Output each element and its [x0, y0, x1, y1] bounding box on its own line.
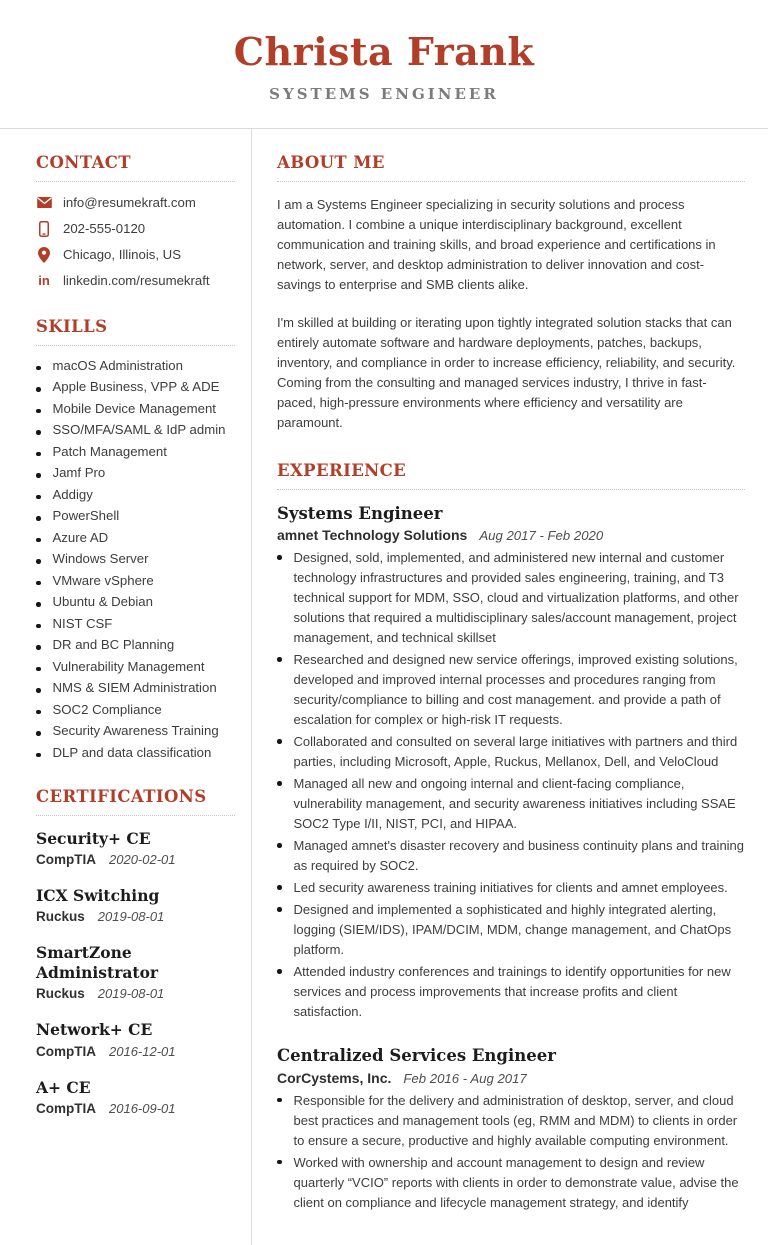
skill-item [36, 595, 235, 608]
contact-linkedin[interactable]: linkedin.com/resumekraft [63, 273, 210, 289]
skill-item [36, 402, 235, 415]
job-meta [277, 1070, 745, 1086]
skill-item [36, 552, 235, 565]
job-bullet-text: Collaborated and consulted on several large initiatives with partners and third parties, including Microsoft, Apple, Ruckus, Mellanox, Dell, and VeloCloud [293, 734, 738, 770]
skill-label: VMware vSphere [52, 572, 154, 588]
contact-email[interactable]: info@resumekraft.com [63, 195, 196, 211]
bullet-icon [36, 495, 41, 500]
skill-item [36, 423, 235, 436]
contact-linkedin-row [36, 273, 235, 289]
certifications-section [36, 787, 235, 1116]
resume-header [0, 0, 768, 103]
job-bullet-text: Managed all new and ongoing internal and client-facing compliance, vulnerability management, and security awareness initiatives including SSAE SOC2 Type I/II, NIST, PCI, and HIPAA. [293, 776, 736, 832]
certification-item [36, 1078, 235, 1116]
certification-meta [36, 986, 235, 1001]
job-company: amnet Technology Solutions [277, 527, 468, 544]
job-title: Centralized Services Engineer [277, 1046, 556, 1066]
skill-label: SSO/MFA/SAML & IdP admin [52, 422, 226, 438]
certification-item [36, 943, 235, 1001]
skill-label: DR and BC Planning [52, 637, 175, 653]
contact-email-row [36, 195, 235, 211]
certification-issuer: CompTIA [36, 1043, 96, 1059]
skill-item [36, 574, 235, 587]
bullet-icon [36, 710, 41, 715]
bullet-icon [277, 969, 282, 974]
contact-phone-row [36, 221, 235, 237]
certification-meta [36, 1101, 235, 1116]
certification-meta [36, 852, 235, 867]
certification-issuer: CompTIA [36, 1100, 96, 1116]
contact-phone: 202-555-0120 [63, 221, 146, 237]
skill-label: Security Awareness Training [52, 723, 219, 739]
certification-name: ICX Switching [36, 886, 160, 906]
bullet-icon [36, 473, 41, 478]
job-bullet-text: Attended industry conferences and trainings to identify opportunities for new services and process improvements that increase profits and client satisfaction. [293, 964, 731, 1020]
linkedin-icon: in [38, 273, 50, 289]
certification-name: Security+ CE [36, 828, 151, 848]
skill-item [36, 617, 235, 630]
experience-section [277, 461, 745, 1213]
certification-date: 2019-08-01 [97, 909, 165, 925]
job-bullet [277, 836, 745, 876]
job-bullet-text: Designed and implemented a sophisticated and highly integrated alerting, logging (SIEM/IDS), IPAM/DCIM, MDM, change management, and ChatOps platform. [293, 902, 732, 958]
certification-date: 2020-02-01 [109, 852, 176, 868]
certification-item [36, 886, 235, 924]
bullet-icon [36, 366, 41, 371]
phone-icon [36, 221, 52, 237]
skill-item [36, 359, 235, 372]
about-section [277, 153, 745, 433]
skill-item [36, 746, 235, 759]
skill-item [36, 703, 235, 716]
certification-item [36, 1020, 235, 1058]
job-bullet-list [277, 1091, 745, 1213]
certification-date: 2019-08-01 [97, 986, 165, 1002]
bullet-icon [36, 731, 41, 736]
skill-label: Vulnerability Management [52, 658, 205, 674]
bullet-icon [277, 555, 282, 560]
job-bullet [277, 650, 745, 730]
skill-label: macOS Administration [52, 357, 183, 373]
skills-heading: SKILLS [36, 317, 235, 346]
skill-item [36, 488, 235, 501]
bullet-icon [36, 667, 41, 672]
skills-section [36, 317, 235, 759]
skill-item [36, 380, 235, 393]
skill-label: Mobile Device Management [52, 400, 216, 416]
job-bullet [277, 548, 745, 648]
skill-item [36, 660, 235, 673]
skill-label: SOC2 Compliance [52, 701, 162, 717]
job-bullet-list [277, 548, 745, 1022]
bullet-icon [277, 843, 282, 848]
skill-label: PowerShell [52, 508, 120, 524]
job-company: CorCystems, Inc. [277, 1069, 392, 1086]
job-bullet-text: Designed, sold, implemented, and administered new internal and customer technology infrastructures and provided sales engineering, training, and T3 technical support for MDM, SSO, cloud and virtualization platforms, and other solutions that required a multidisciplinary sales/account management, project management, and technical skillset [293, 550, 739, 646]
job-bullet [277, 962, 745, 1022]
skill-item [36, 724, 235, 737]
skill-label: DLP and data classification [52, 744, 212, 760]
contact-section [36, 153, 235, 289]
about-heading: ABOUT ME [277, 153, 745, 182]
contact-heading: CONTACT [36, 153, 235, 182]
bullet-icon [36, 753, 41, 758]
certification-issuer: Ruckus [36, 909, 85, 925]
resume-body [0, 129, 768, 1245]
skills-list [36, 359, 235, 759]
skill-label: Addigy [52, 486, 93, 502]
right-column [252, 129, 768, 1245]
job-bullet [277, 1091, 745, 1151]
certification-date: 2016-12-01 [109, 1043, 176, 1059]
job-bullet-text: Worked with ownership and account management to design and review quarterly “VCIO” reports with clients in order to demonstrate value, advise the client on compliance and lifecycle management strategy, and identify [293, 1154, 739, 1210]
job-bullet-text: Led security awareness training initiatives for clients and amnet employees. [293, 880, 728, 896]
contact-location-row [36, 247, 235, 263]
bullet-icon [36, 559, 41, 564]
bullet-icon [277, 657, 282, 662]
job-bullet-text: Researched and designed new service offerings, improved existing solutions, developed and improved internal processes and procedures ranging from security/compliance to billing and cost management. and provide a path of escalation for complex or high-risk IT requests. [293, 652, 738, 728]
bullet-icon [36, 516, 41, 521]
skill-label: NMS & SIEM Administration [52, 680, 217, 696]
bullet-icon [277, 885, 282, 890]
bullet-icon [36, 430, 41, 435]
bullet-icon [36, 538, 41, 543]
skill-item [36, 638, 235, 651]
bullet-icon [277, 781, 282, 786]
skill-item [36, 681, 235, 694]
skill-label: Apple Business, VPP & ADE [52, 379, 220, 395]
certification-issuer: CompTIA [36, 852, 96, 868]
bullet-icon [36, 688, 41, 693]
certification-meta [36, 1044, 235, 1059]
person-name: Christa Frank [233, 29, 535, 74]
bullet-icon [36, 581, 41, 586]
job-dates: Feb 2016 - Aug 2017 [403, 1070, 527, 1086]
skill-label: Azure AD [52, 529, 109, 545]
bullet-icon [36, 409, 41, 414]
bullet-icon [277, 1160, 282, 1165]
bullet-icon [36, 387, 41, 392]
job-meta [277, 527, 745, 543]
person-job-title: SYSTEMS ENGINEER [269, 84, 499, 103]
bullet-icon [36, 452, 41, 457]
location-icon [36, 247, 52, 263]
bullet-icon [36, 602, 41, 607]
job-title: Systems Engineer [277, 503, 443, 523]
experience-list [277, 503, 745, 1213]
job-bullet [277, 774, 745, 834]
bullet-icon [36, 645, 41, 650]
job-dates: Aug 2017 - Feb 2020 [479, 528, 604, 544]
skill-item [36, 445, 235, 458]
skill-label: Ubuntu & Debian [52, 594, 153, 610]
skill-label: Jamf Pro [52, 465, 106, 481]
bullet-icon [277, 1098, 282, 1103]
certification-meta [36, 909, 235, 924]
skill-item [36, 466, 235, 479]
certification-name: SmartZone Administrator [36, 943, 159, 982]
bullet-icon [277, 907, 282, 912]
certification-item [36, 829, 235, 867]
job-bullet [277, 732, 745, 772]
job-entry [277, 503, 745, 1022]
left-column [0, 129, 252, 1245]
certification-name: Network+ CE [36, 1020, 153, 1040]
email-icon [36, 195, 52, 211]
job-bullet [277, 878, 745, 898]
job-bullet [277, 900, 745, 960]
job-bullet-text: Managed amnet's disaster recovery and business continuity plans and training as required by SOC2. [293, 838, 745, 874]
certifications-heading: CERTIFICATIONS [36, 787, 235, 816]
skill-label: Patch Management [52, 443, 167, 459]
job-bullet-text: Responsible for the delivery and administration of desktop, server, and cloud best practices and management tools (eg, RMM and MDM) to clients in order to ensure a secure, productive and highly available computing environment. [293, 1092, 738, 1148]
job-bullet [277, 1153, 745, 1213]
skill-item [36, 531, 235, 544]
about-paragraph-2: I'm skilled at building or iterating upon tightly integrated solution stacks that can entirely automate software and hardware deployments, patches, backups, inventory, and compliance in order to increase efficiency, reliability, and security. Coming from the consulting and managed services industry, I thrive in fast-paced, high-pressure environments where efficiency and versatility are paramount. [277, 314, 736, 430]
certification-issuer: Ruckus [36, 986, 85, 1002]
about-paragraph-1: I am a Systems Engineer specializing in security solutions and process automation. I combine a unique interdisciplinary background, excellent communication and training skills, and broad experience and certifications in network, server, and desktop administration to deliver innovation and cost-savings to enterprise and SMB clients alike. [277, 196, 716, 292]
certifications-list [36, 829, 235, 1116]
experience-heading: EXPERIENCE [277, 461, 745, 490]
certification-date: 2016-09-01 [109, 1100, 176, 1116]
skill-label: NIST CSF [52, 615, 113, 631]
job-entry [277, 1045, 745, 1212]
skill-item [36, 509, 235, 522]
contact-location: Chicago, Illinois, US [63, 247, 182, 263]
skill-label: Windows Server [52, 551, 149, 567]
certification-name: A+ CE [36, 1077, 91, 1097]
bullet-icon [277, 739, 282, 744]
bullet-icon [36, 624, 41, 629]
